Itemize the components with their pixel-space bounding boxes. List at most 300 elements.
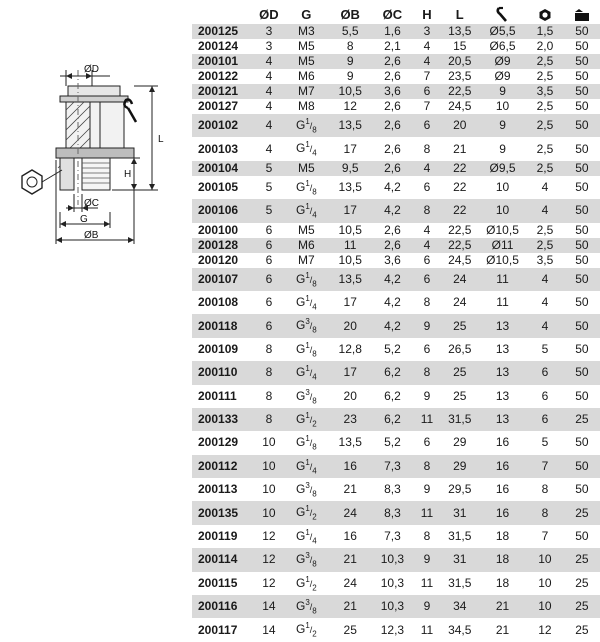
cell-p: 50	[575, 39, 589, 53]
cell-p: 25	[564, 408, 600, 431]
cell-k: 18	[479, 548, 526, 571]
cell-k: 16	[479, 455, 526, 478]
cell-s: 6	[526, 408, 564, 431]
cell-p: 50	[564, 455, 600, 478]
cell-c: 3,6	[371, 84, 413, 99]
cell-p: 50	[575, 435, 589, 450]
cell-p: 50	[575, 529, 589, 544]
cell-code: 200122	[198, 69, 239, 83]
cell-b: 10,5	[338, 222, 362, 237]
cell-h: 8	[423, 529, 431, 544]
cell-k: 9	[479, 84, 526, 99]
cell-s: 4	[526, 199, 564, 222]
cell-s: 10	[526, 548, 564, 571]
cell-b: 23	[329, 408, 371, 431]
cell-h: 8	[414, 361, 441, 384]
cell-code: 200119	[198, 529, 238, 544]
cell-g: M7	[298, 252, 315, 267]
cell-l: 25	[440, 361, 479, 384]
cell-c: 4,2	[371, 268, 413, 291]
cell-s: 8	[526, 501, 564, 524]
table-row	[192, 385, 600, 408]
cell-l: 22	[440, 161, 479, 176]
cell-k: 13	[495, 388, 510, 403]
cell-h: 4	[414, 161, 441, 176]
cell-b: 13,5	[329, 268, 371, 291]
table-row	[192, 501, 600, 524]
cell-l: 25	[453, 388, 467, 403]
dim-label-c: ØC	[84, 198, 99, 209]
cell-h: 8	[423, 141, 431, 156]
cell-c: 2,1	[384, 39, 401, 53]
cell-c: 4,2	[384, 295, 401, 310]
cell-b: 20	[329, 314, 371, 337]
dim-label-d: ØD	[84, 64, 99, 75]
cell-c: 6,2	[384, 388, 401, 403]
collet-ring	[68, 86, 120, 96]
cell-d: 6	[254, 268, 283, 291]
cell-code: 200128	[192, 238, 254, 253]
cell-c: 2,6	[371, 114, 413, 137]
cell-c: 10,3	[371, 548, 413, 571]
cell-k: 18	[495, 575, 510, 590]
cell-g: $G^1/_2$	[295, 621, 317, 639]
cell-c: 4,2	[371, 314, 413, 337]
table-row	[192, 361, 600, 384]
table-row	[192, 137, 600, 160]
cell-l: 31,5	[448, 529, 472, 544]
cell-p: 25	[575, 575, 589, 590]
collet-flange	[60, 96, 128, 102]
cell-code: 200102	[192, 114, 254, 137]
cell-d: 4	[265, 99, 273, 113]
cell-h: 11	[420, 575, 434, 590]
cell-s: 7	[541, 529, 549, 544]
cell-k: 13	[479, 408, 526, 431]
cell-k: 18	[495, 529, 510, 544]
cell-h: 9	[423, 482, 431, 497]
cell-h: 11	[420, 622, 434, 637]
table-row	[192, 291, 600, 314]
cell-l: 29	[440, 455, 479, 478]
cell-c: 10,3	[371, 595, 413, 618]
cell-k: 16	[479, 501, 526, 524]
cell-g: $G^1/_8$	[295, 340, 317, 359]
table-row	[192, 176, 600, 199]
cell-b: 9	[329, 54, 371, 69]
dim-label-b: ØB	[84, 230, 99, 241]
cell-g: M8	[298, 99, 315, 113]
cell-g: $G^1/_4$	[284, 455, 329, 478]
table-header-row	[192, 4, 600, 24]
cell-g: M7	[284, 84, 329, 99]
cell-d: 8	[254, 361, 283, 384]
cell-k: 9	[499, 141, 506, 156]
col-header-b: ØB	[340, 6, 360, 22]
table-row	[192, 338, 600, 361]
table-row	[192, 24, 600, 39]
cell-h: 8	[423, 295, 431, 310]
col-header-h: H	[422, 6, 432, 22]
cell-k: 13	[479, 314, 526, 337]
cell-code: 200129	[198, 435, 239, 450]
cell-k: Ø5,5	[479, 24, 526, 39]
cell-s: 2,0	[536, 39, 554, 53]
cell-code: 200104	[192, 161, 254, 176]
cell-g: $G^1/_4$	[295, 527, 317, 546]
cell-g: M6	[284, 238, 329, 253]
cell-k: Ø9	[494, 69, 511, 83]
cell-c: 5,2	[384, 341, 401, 356]
cell-d: 5	[265, 179, 273, 194]
table-row	[192, 253, 600, 268]
cell-p: 50	[564, 161, 600, 176]
fitting-technical-drawing	[0, 0, 200, 502]
cell-s: 2,5	[526, 114, 564, 137]
cell-p: 50	[564, 24, 600, 39]
cell-d: 10	[254, 455, 283, 478]
cell-l: 31	[440, 501, 479, 524]
cell-s: 2,5	[526, 161, 564, 176]
cell-b: 16	[329, 455, 371, 478]
cell-k: 10	[495, 99, 510, 113]
cell-g: $G^3/_8$	[295, 387, 317, 405]
cell-d: 8	[254, 408, 283, 431]
table-row	[192, 455, 600, 478]
cell-l: 31,5	[440, 408, 479, 431]
cell-d: 3	[254, 24, 283, 39]
cell-h: 11	[414, 501, 441, 524]
cell-h: 8	[414, 199, 441, 222]
cell-g: $G^1/_4$	[295, 140, 317, 158]
cell-code: 200115	[198, 575, 238, 590]
dim-label-l: L	[158, 134, 164, 145]
cell-p: 50	[575, 482, 589, 497]
cell-b: 21	[343, 482, 357, 497]
cell-d: 6	[265, 222, 273, 237]
cell-c: 2,6	[384, 69, 401, 83]
table-row	[192, 478, 600, 501]
cell-c: 2,6	[371, 238, 413, 253]
cell-s: 2,5	[536, 222, 554, 237]
col-header-g: G	[301, 6, 312, 22]
cell-c: 6,2	[371, 408, 413, 431]
cell-b: 17	[343, 141, 357, 156]
cell-l: 24,5	[448, 252, 472, 267]
cell-c: 3,6	[384, 252, 401, 267]
col-header-k	[479, 4, 526, 24]
col-header-s	[526, 4, 564, 24]
cell-s: 5	[541, 341, 549, 356]
cell-code: 200110	[192, 361, 254, 384]
table-row	[192, 69, 600, 84]
cell-d: 10	[254, 501, 283, 524]
cell-p: 50	[564, 361, 600, 384]
cell-d: 4	[265, 141, 273, 156]
cell-b: 24	[329, 501, 371, 524]
table-row	[192, 84, 600, 99]
cell-b: 12	[343, 99, 357, 113]
cell-g: $G^1/_8$	[295, 178, 317, 197]
cell-c: 2,6	[384, 222, 401, 237]
cell-p: 50	[575, 252, 589, 267]
cell-g: $G^3/_8$	[295, 481, 317, 499]
cell-c: 4,2	[371, 199, 413, 222]
cell-b: 9	[346, 69, 354, 83]
cell-c: 5,2	[384, 435, 401, 450]
cell-h: 9	[423, 388, 431, 403]
col-header-l: L	[455, 6, 464, 22]
cell-c: 12,3	[380, 622, 405, 637]
cell-p: 50	[564, 268, 600, 291]
cell-b: 13,5	[329, 114, 371, 137]
cell-g: M5	[298, 39, 315, 53]
cell-d: 14	[262, 622, 276, 637]
package-box-icon	[574, 8, 590, 22]
cell-c: 2,6	[384, 141, 401, 156]
table-row	[192, 618, 600, 641]
cell-code: 200116	[192, 595, 254, 618]
cell-l: 29,5	[448, 482, 472, 497]
cell-b: 21	[329, 595, 371, 618]
table-row	[192, 525, 600, 548]
cell-code: 200112	[192, 455, 254, 478]
cell-s: 7	[526, 455, 564, 478]
cell-s: 2,5	[526, 54, 564, 69]
cell-g: M5	[298, 222, 315, 237]
hex-nut-icon	[538, 8, 552, 22]
cell-g: M5	[284, 161, 329, 176]
cell-b: 12,8	[338, 341, 362, 356]
table-row	[192, 548, 600, 571]
cell-p: 50	[575, 69, 589, 83]
cell-k: Ø6,5	[489, 39, 516, 53]
wrench-icon	[496, 6, 510, 22]
cell-d: 4	[254, 54, 283, 69]
cell-h: 6	[423, 435, 431, 450]
cell-l: 22	[453, 179, 467, 194]
table-row	[192, 114, 600, 137]
cell-code: 200100	[198, 222, 239, 237]
cell-l: 26,5	[448, 341, 472, 356]
col-header-c: ØC	[382, 6, 403, 22]
table-row	[192, 199, 600, 222]
cell-g: $G^1/_8$	[284, 114, 329, 137]
cell-h: 4	[414, 54, 441, 69]
cell-k: Ø9,5	[479, 161, 526, 176]
cell-d: 6	[265, 252, 273, 267]
cell-code: 200127	[198, 99, 239, 113]
cell-b: 16	[343, 529, 357, 544]
table-row	[192, 408, 600, 431]
cell-h: 4	[423, 39, 431, 53]
cell-h: 6	[414, 84, 441, 99]
cell-p: 50	[575, 388, 589, 403]
cell-b: 5,5	[329, 24, 371, 39]
cell-k: Ø11	[479, 238, 526, 253]
cell-d: 12	[262, 575, 276, 590]
dim-label-g: G	[80, 214, 88, 225]
cell-k: Ø9	[479, 54, 526, 69]
cell-b: 17	[329, 199, 371, 222]
cell-b: 10,5	[329, 84, 371, 99]
cell-b: 21	[329, 548, 371, 571]
cell-h: 9	[414, 548, 441, 571]
cell-h: 4	[423, 222, 431, 237]
cell-p: 50	[564, 114, 600, 137]
cell-g: $G^1/_4$	[295, 293, 317, 312]
cell-s: 2,5	[536, 99, 554, 113]
cell-l: 29	[453, 435, 467, 450]
cell-c: 2,6	[371, 161, 413, 176]
cell-l: 15	[453, 39, 467, 53]
cell-h: 6	[414, 268, 441, 291]
table-row	[192, 223, 600, 238]
cell-s: 10	[538, 575, 552, 590]
cell-g: $G^1/_2$	[284, 501, 329, 524]
cell-g: M6	[298, 69, 315, 83]
cell-code: 200133	[192, 408, 254, 431]
cell-l: 23,5	[448, 69, 472, 83]
cell-d: 3	[265, 39, 273, 53]
cell-s: 2,5	[536, 69, 554, 83]
cell-k: 16	[495, 482, 510, 497]
cell-k: 9	[479, 114, 526, 137]
cell-d: 8	[265, 341, 273, 356]
cell-c: 4,2	[384, 179, 401, 194]
cell-b: 17	[329, 361, 371, 384]
cell-k: 21	[495, 622, 510, 637]
cell-code: 200125	[192, 24, 254, 39]
cell-k: Ø10,5	[486, 252, 519, 267]
cell-s: 8	[541, 482, 549, 497]
cell-c: 7,3	[371, 455, 413, 478]
cell-k: 11	[496, 295, 509, 310]
cell-p: 50	[575, 295, 589, 310]
cell-c: 1,6	[371, 24, 413, 39]
hex-end-view	[22, 170, 42, 194]
cell-s: 2,5	[526, 238, 564, 253]
table-row	[192, 238, 600, 253]
cell-s: 10	[526, 595, 564, 618]
cell-code: 200124	[198, 39, 239, 53]
cell-b: 8	[346, 39, 354, 53]
cell-l: 24	[453, 295, 467, 310]
cell-h: 6	[423, 341, 431, 356]
cell-code: 200135	[192, 501, 254, 524]
cell-d: 5	[254, 199, 283, 222]
cell-h: 6	[414, 114, 441, 137]
cell-d: 4	[254, 114, 283, 137]
cell-g: $G^3/_8$	[284, 314, 329, 337]
cell-p: 50	[564, 54, 600, 69]
cell-l: 24	[440, 268, 479, 291]
cell-c: 2,6	[384, 99, 401, 113]
cell-b: 9,5	[329, 161, 371, 176]
cell-code: 200120	[198, 252, 239, 267]
table-row	[192, 161, 600, 176]
table-row	[192, 572, 600, 595]
cell-k: 10	[479, 199, 526, 222]
cell-c: 8,3	[371, 501, 413, 524]
cell-g: $G^3/_8$	[284, 548, 329, 571]
cell-h: 6	[423, 179, 431, 194]
cell-c: 8,3	[384, 482, 401, 497]
cell-h: 9	[414, 314, 441, 337]
cell-code: 200101	[192, 54, 254, 69]
cell-l: 25	[440, 314, 479, 337]
cell-g: M5	[284, 54, 329, 69]
cell-d: 6	[265, 295, 273, 310]
cell-d: 10	[262, 435, 276, 450]
cell-s: 4	[541, 179, 549, 194]
cell-l: 31,5	[448, 575, 472, 590]
thread-left	[60, 158, 74, 190]
cell-l: 22	[440, 199, 479, 222]
cell-l: 22,5	[448, 222, 472, 237]
cell-d: 6	[254, 238, 283, 253]
table-row	[192, 268, 600, 291]
cell-d: 6	[254, 314, 283, 337]
cell-p: 50	[575, 99, 589, 113]
cell-c: 7,3	[384, 529, 401, 544]
cell-g: $G^1/_4$	[284, 199, 329, 222]
table-body	[192, 24, 600, 642]
cell-h: 7	[423, 69, 431, 83]
cell-g: $G^1/_2$	[284, 408, 329, 431]
cell-k: 16	[495, 435, 510, 450]
cell-s: 4	[526, 268, 564, 291]
cell-l: 24,5	[448, 99, 472, 113]
cell-c: 10,3	[380, 575, 405, 590]
cell-l: 21	[453, 141, 467, 156]
cell-k: Ø10,5	[486, 222, 519, 237]
cell-l: 22,5	[440, 238, 479, 253]
cell-h: 8	[414, 455, 441, 478]
cell-l: 31	[440, 548, 479, 571]
table-row	[192, 314, 600, 337]
cell-g: $G^1/_8$	[284, 268, 329, 291]
cell-b: 20	[343, 388, 357, 403]
cell-g: $G^1/_2$	[295, 574, 317, 593]
cell-s: 4	[526, 314, 564, 337]
cell-d: 4	[265, 69, 273, 83]
table-row	[192, 54, 600, 69]
table-row	[192, 99, 600, 114]
col-header-code	[192, 4, 254, 24]
wrench-symbol	[124, 100, 136, 123]
cell-s: 6	[541, 388, 549, 403]
cell-k: 11	[479, 268, 526, 291]
cell-p: 50	[564, 238, 600, 253]
cell-code: 200103	[198, 141, 239, 156]
cell-s: 3,5	[526, 84, 564, 99]
cell-g: $G^1/_4$	[284, 361, 329, 384]
cell-d: 12	[262, 529, 276, 544]
table-row	[192, 39, 600, 54]
cell-code: 200109	[198, 341, 239, 356]
cell-l: 34,5	[448, 622, 472, 637]
cell-s: 6	[526, 361, 564, 384]
cell-p: 50	[564, 199, 600, 222]
cell-d: 5	[254, 161, 283, 176]
cell-l: 20	[440, 114, 479, 137]
dimension-table	[192, 4, 600, 642]
cell-b: 13,5	[338, 179, 362, 194]
cell-g: $G^1/_8$	[295, 434, 317, 452]
cell-p: 50	[564, 314, 600, 337]
cell-b: 17	[343, 295, 357, 310]
